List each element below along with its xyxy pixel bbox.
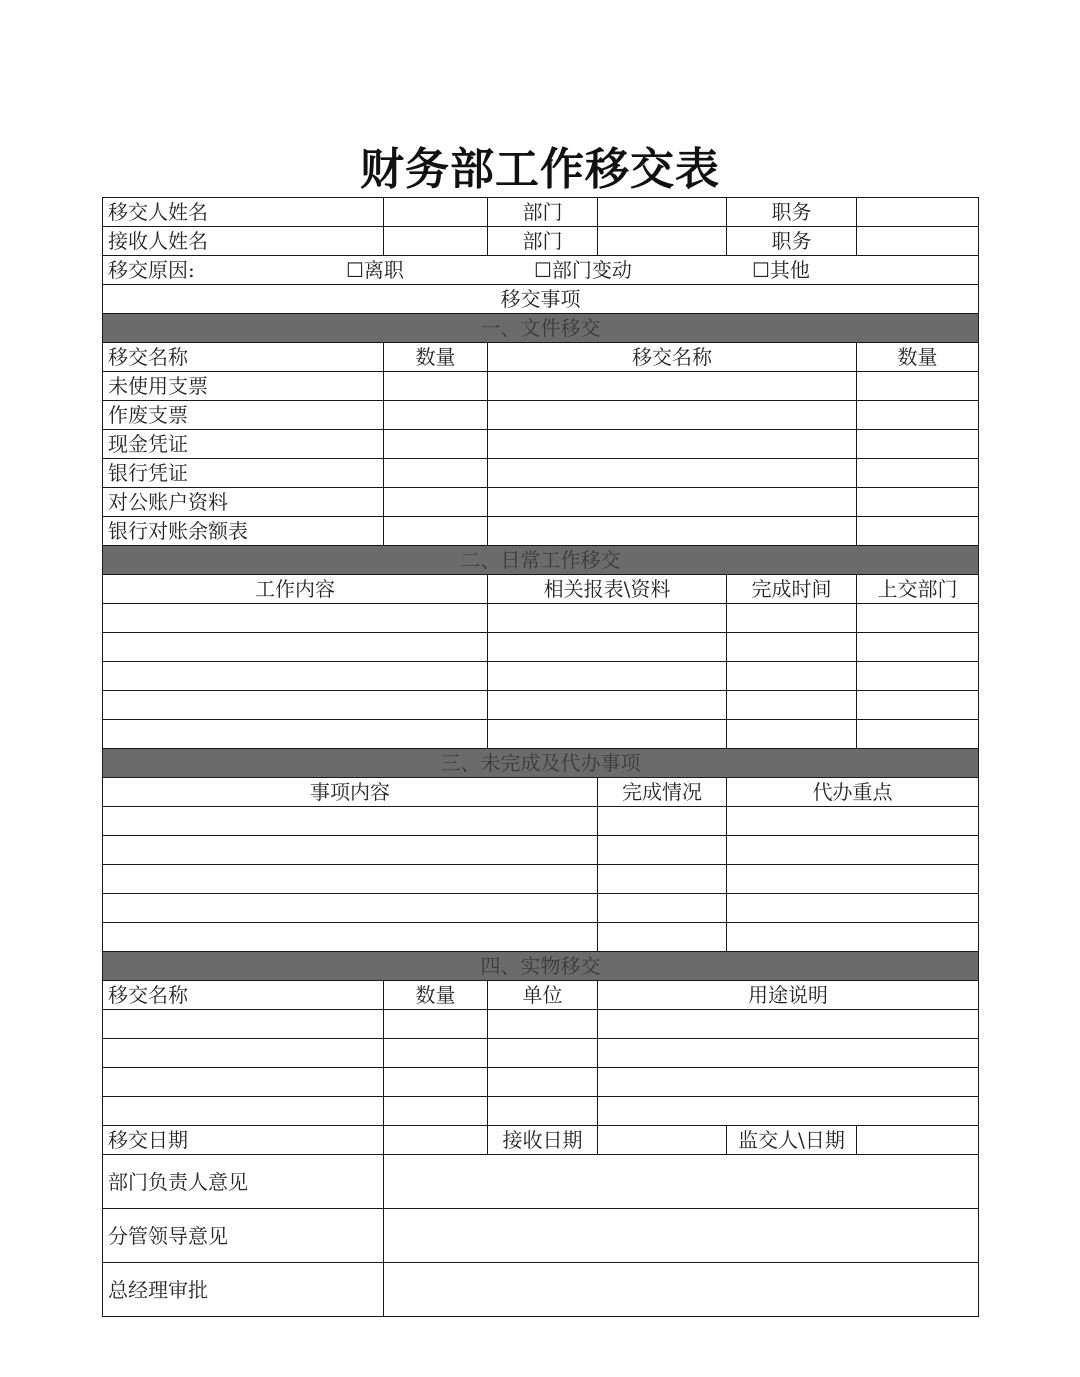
cell[interactable] bbox=[727, 923, 979, 952]
table-row bbox=[103, 865, 979, 894]
cell[interactable] bbox=[488, 691, 727, 720]
section1-col-name-2: 移交名称 bbox=[488, 343, 857, 372]
dept-head-label: 部门负责人意见 bbox=[103, 1155, 384, 1209]
section2-col-content: 工作内容 bbox=[103, 575, 488, 604]
section1-item-label: 银行对账余额表 bbox=[103, 517, 384, 546]
cell[interactable] bbox=[598, 836, 727, 865]
section1-columns-row bbox=[103, 343, 979, 372]
table-row bbox=[103, 633, 979, 662]
cell[interactable] bbox=[103, 865, 598, 894]
leader-label: 分管领导意见 bbox=[103, 1209, 384, 1263]
section2-title: 二、日常工作移交 bbox=[103, 546, 979, 575]
supervisor-date-field[interactable] bbox=[857, 1126, 979, 1155]
cell[interactable] bbox=[727, 807, 979, 836]
cell[interactable] bbox=[384, 401, 488, 430]
table-row bbox=[103, 517, 979, 546]
table-row bbox=[103, 662, 979, 691]
cell[interactable] bbox=[598, 894, 727, 923]
section2-col-dept: 上交部门 bbox=[857, 575, 979, 604]
section2-columns-row bbox=[103, 575, 979, 604]
cell[interactable] bbox=[384, 1068, 488, 1097]
cell[interactable] bbox=[384, 459, 488, 488]
transferor-position-label: 职务 bbox=[727, 198, 857, 227]
table-row bbox=[103, 894, 979, 923]
cell[interactable] bbox=[598, 1039, 979, 1068]
table-row bbox=[103, 836, 979, 865]
cell[interactable] bbox=[857, 401, 979, 430]
table-row bbox=[103, 430, 979, 459]
table-row bbox=[103, 372, 979, 401]
transferor-row bbox=[103, 198, 979, 227]
cell[interactable] bbox=[857, 459, 979, 488]
section4-col-name: 移交名称 bbox=[103, 981, 384, 1010]
cell[interactable] bbox=[384, 1097, 488, 1126]
cell[interactable] bbox=[488, 372, 857, 401]
section3-columns-row bbox=[103, 778, 979, 807]
receiver-name-field[interactable] bbox=[384, 227, 488, 256]
table-row bbox=[103, 401, 979, 430]
table-row bbox=[103, 488, 979, 517]
section3-col-content: 事项内容 bbox=[103, 778, 598, 807]
table-row bbox=[103, 691, 979, 720]
gm-label: 总经理审批 bbox=[103, 1263, 384, 1317]
reason-option-dept-change[interactable]: ☐部门变动 bbox=[534, 258, 632, 282]
cell[interactable] bbox=[857, 517, 979, 546]
section1-item-label: 现金凭证 bbox=[103, 430, 384, 459]
cell[interactable] bbox=[727, 865, 979, 894]
receiver-dept-field[interactable] bbox=[598, 227, 727, 256]
section1-item-label: 银行凭证 bbox=[103, 459, 384, 488]
table-row bbox=[103, 1097, 979, 1126]
cell[interactable] bbox=[488, 1010, 598, 1039]
cell[interactable] bbox=[598, 923, 727, 952]
items-heading: 移交事项 bbox=[103, 285, 979, 314]
cell[interactable] bbox=[103, 1068, 384, 1097]
transferor-dept-field[interactable] bbox=[598, 198, 727, 227]
gm-field[interactable] bbox=[384, 1263, 979, 1317]
receiver-position-field[interactable] bbox=[857, 227, 979, 256]
transferor-name-label: 移交人姓名 bbox=[103, 198, 384, 227]
reason-option-resign[interactable]: ☐离职 bbox=[346, 258, 404, 282]
cell[interactable] bbox=[488, 604, 727, 633]
cell[interactable] bbox=[488, 517, 857, 546]
dates-row bbox=[103, 1126, 979, 1155]
table-row bbox=[103, 1010, 979, 1039]
section4-columns-row bbox=[103, 981, 979, 1010]
cell[interactable] bbox=[384, 517, 488, 546]
reason-option-other[interactable]: ☐其他 bbox=[752, 258, 810, 282]
cell[interactable] bbox=[488, 662, 727, 691]
section1-item-label: 作废支票 bbox=[103, 401, 384, 430]
section2-col-reports: 相关报表\资料 bbox=[488, 575, 727, 604]
cell[interactable] bbox=[103, 894, 598, 923]
cell[interactable] bbox=[384, 430, 488, 459]
items-heading-row bbox=[103, 285, 979, 314]
section4-title: 四、实物移交 bbox=[103, 952, 979, 981]
cell[interactable] bbox=[488, 459, 857, 488]
section4-col-qty: 数量 bbox=[384, 981, 488, 1010]
cell[interactable] bbox=[103, 1039, 384, 1068]
cell[interactable] bbox=[488, 1068, 598, 1097]
receiver-position-label: 职务 bbox=[727, 227, 857, 256]
cell[interactable] bbox=[857, 633, 979, 662]
transferor-name-field[interactable] bbox=[384, 198, 488, 227]
cell[interactable] bbox=[384, 488, 488, 517]
section3-title: 三、未完成及代办事项 bbox=[103, 749, 979, 778]
dept-head-field[interactable] bbox=[384, 1155, 979, 1209]
cell[interactable] bbox=[488, 488, 857, 517]
cell[interactable] bbox=[384, 1010, 488, 1039]
section1-col-qty-2: 数量 bbox=[857, 343, 979, 372]
reason-label: 移交原因: bbox=[108, 258, 195, 282]
cell[interactable] bbox=[857, 430, 979, 459]
section1-title: 一、文件移交 bbox=[103, 314, 979, 343]
reason-row bbox=[103, 256, 979, 285]
cell[interactable] bbox=[727, 604, 857, 633]
cell[interactable] bbox=[103, 836, 598, 865]
transferor-dept-label: 部门 bbox=[488, 198, 598, 227]
cell[interactable] bbox=[857, 488, 979, 517]
table-row bbox=[103, 459, 979, 488]
cell[interactable] bbox=[857, 604, 979, 633]
section1-item-label: 未使用支票 bbox=[103, 372, 384, 401]
section3-col-focus: 代办重点 bbox=[727, 778, 979, 807]
form-title: 财务部工作移交表 bbox=[360, 144, 720, 195]
section1-col-name: 移交名称 bbox=[103, 343, 384, 372]
section1-col-qty: 数量 bbox=[384, 343, 488, 372]
reason-cell bbox=[103, 256, 979, 285]
cell[interactable] bbox=[488, 1097, 598, 1126]
section4-col-unit: 单位 bbox=[488, 981, 598, 1010]
cell[interactable] bbox=[727, 894, 979, 923]
transfer-date-field[interactable] bbox=[384, 1126, 488, 1155]
cell[interactable] bbox=[857, 662, 979, 691]
receive-date-field[interactable] bbox=[598, 1126, 727, 1155]
cell[interactable] bbox=[384, 372, 488, 401]
section3-header-row bbox=[103, 749, 979, 778]
cell[interactable] bbox=[727, 691, 857, 720]
cell[interactable] bbox=[488, 1039, 598, 1068]
cell[interactable] bbox=[598, 807, 727, 836]
cell[interactable] bbox=[384, 1039, 488, 1068]
cell[interactable] bbox=[598, 1097, 979, 1126]
section2-col-time: 完成时间 bbox=[727, 575, 857, 604]
cell[interactable] bbox=[488, 633, 727, 662]
receiver-name-label: 接收人姓名 bbox=[103, 227, 384, 256]
receiver-row bbox=[103, 227, 979, 256]
cell[interactable] bbox=[598, 865, 727, 894]
table-row bbox=[103, 604, 979, 633]
cell[interactable] bbox=[103, 807, 598, 836]
cell[interactable] bbox=[598, 1010, 979, 1039]
leader-field[interactable] bbox=[384, 1209, 979, 1263]
cell[interactable] bbox=[727, 720, 857, 749]
cell[interactable] bbox=[488, 720, 727, 749]
cell[interactable] bbox=[103, 633, 488, 662]
table-row bbox=[103, 807, 979, 836]
cell[interactable] bbox=[727, 633, 857, 662]
cell[interactable] bbox=[598, 1068, 979, 1097]
supervisor-date-label: 监交人\日期 bbox=[727, 1126, 857, 1155]
table-row bbox=[103, 720, 979, 749]
receiver-dept-label: 部门 bbox=[488, 227, 598, 256]
cell[interactable] bbox=[103, 923, 598, 952]
cell[interactable] bbox=[857, 720, 979, 749]
section1-item-label: 对公账户资料 bbox=[103, 488, 384, 517]
section4-col-usage: 用途说明 bbox=[598, 981, 979, 1010]
table-row bbox=[103, 1039, 979, 1068]
section3-col-status: 完成情况 bbox=[598, 778, 727, 807]
transfer-date-label: 移交日期 bbox=[103, 1126, 384, 1155]
dept-head-row bbox=[103, 1155, 979, 1209]
cell[interactable] bbox=[488, 401, 857, 430]
table-row bbox=[103, 1068, 979, 1097]
cell[interactable] bbox=[857, 691, 979, 720]
cell[interactable] bbox=[103, 691, 488, 720]
table-row bbox=[103, 923, 979, 952]
cell[interactable] bbox=[103, 1010, 384, 1039]
receive-date-label: 接收日期 bbox=[488, 1126, 598, 1155]
cell[interactable] bbox=[103, 604, 488, 633]
transferor-position-field[interactable] bbox=[857, 198, 979, 227]
cell[interactable] bbox=[857, 372, 979, 401]
cell[interactable] bbox=[727, 836, 979, 865]
cell[interactable] bbox=[103, 662, 488, 691]
cell[interactable] bbox=[103, 720, 488, 749]
transfer-form-table bbox=[102, 197, 979, 1317]
gm-row bbox=[103, 1263, 979, 1317]
section1-header-row bbox=[103, 314, 979, 343]
cell[interactable] bbox=[727, 662, 857, 691]
leader-row bbox=[103, 1209, 979, 1263]
cell[interactable] bbox=[488, 430, 857, 459]
section2-header-row bbox=[103, 546, 979, 575]
cell[interactable] bbox=[103, 1097, 384, 1126]
section4-header-row bbox=[103, 952, 979, 981]
